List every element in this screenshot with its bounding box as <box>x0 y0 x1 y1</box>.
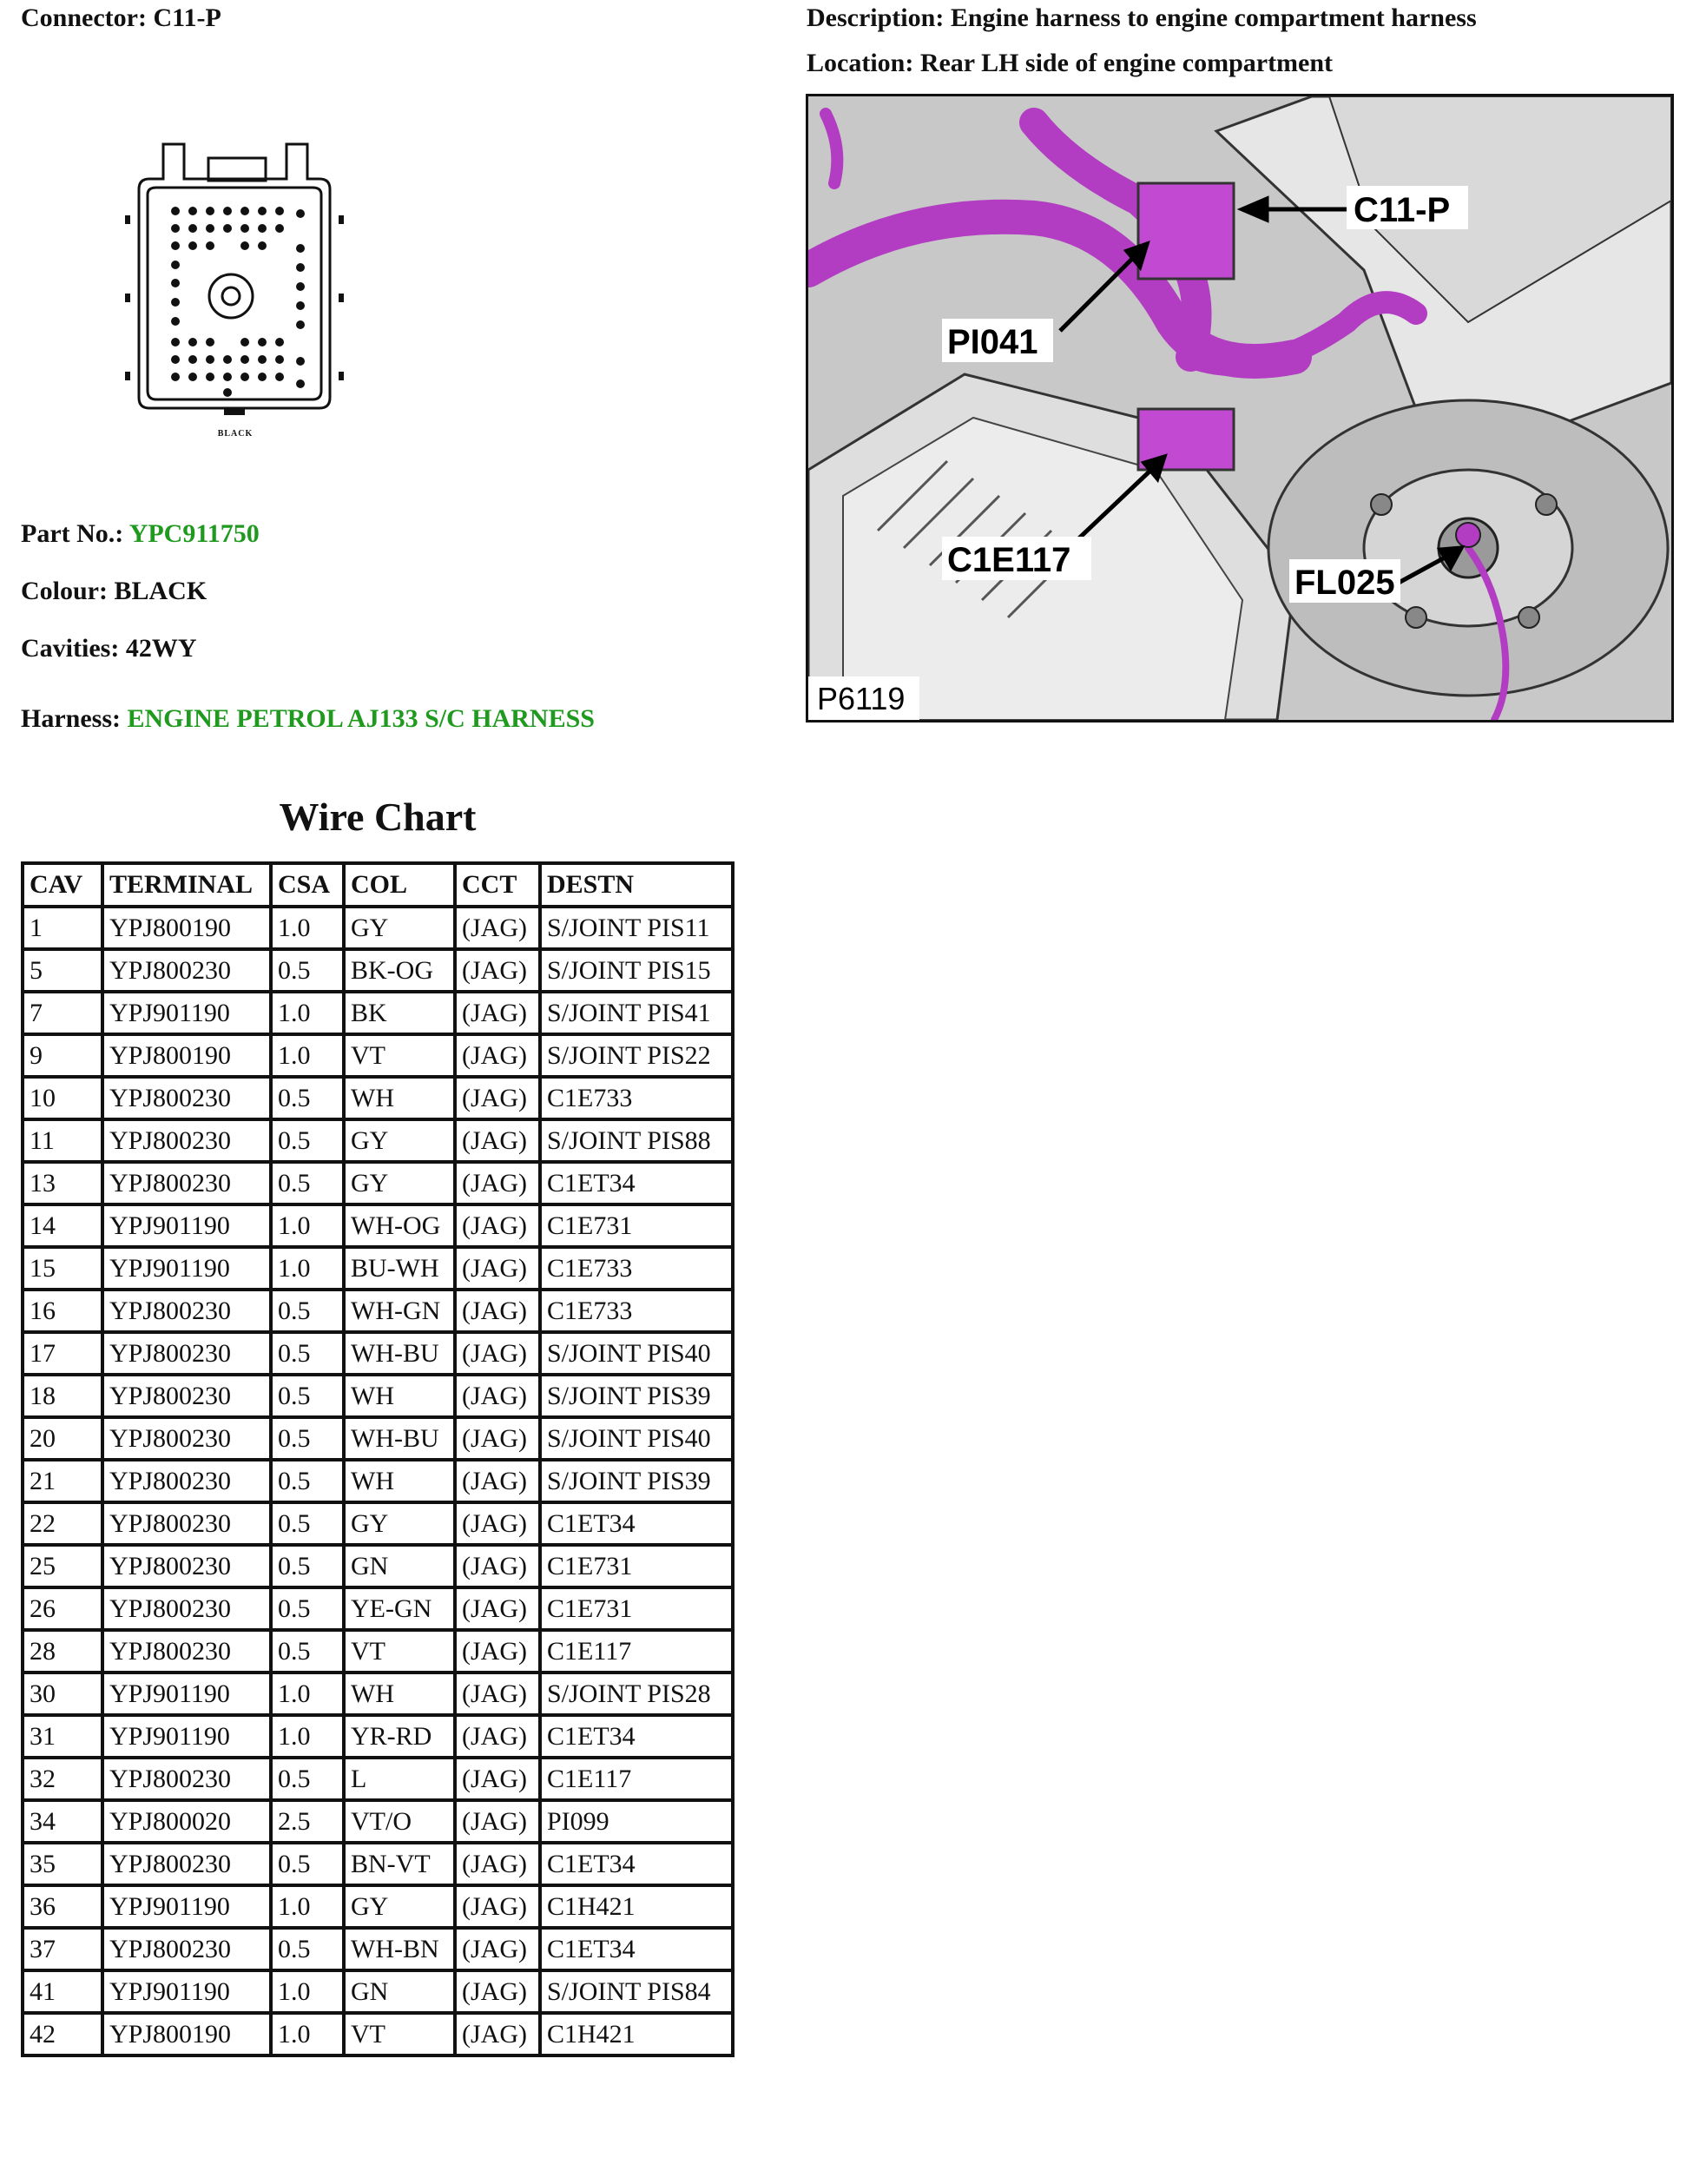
cell-csa: 1.0 <box>271 992 344 1034</box>
cell-destn: S/JOINT PIS15 <box>540 949 733 992</box>
connector-field <box>21 3 221 33</box>
cell-destn: C1ET34 <box>540 1502 733 1545</box>
cell-terminal: YPJ800230 <box>102 1502 271 1545</box>
part-no-link[interactable]: YPC911750 <box>128 519 260 548</box>
cell-cav: 20 <box>23 1417 102 1460</box>
cell-terminal: YPJ800230 <box>102 1375 271 1417</box>
cell-cav: 7 <box>23 992 102 1034</box>
cell-terminal: YPJ800230 <box>102 949 271 992</box>
cell-cct: (JAG) <box>455 1375 540 1417</box>
cell-csa: 0.5 <box>271 1843 344 1885</box>
cell-csa: 0.5 <box>271 1502 344 1545</box>
table-row <box>23 1332 733 1375</box>
cell-col: WH-BU <box>344 1332 455 1375</box>
cell-cct: (JAG) <box>455 1417 540 1460</box>
cell-destn: C1E117 <box>540 1758 733 1800</box>
cell-cav: 31 <box>23 1715 102 1758</box>
cell-cct: (JAG) <box>455 907 540 949</box>
table-row <box>23 1417 733 1460</box>
header-terminal: TERMINAL <box>102 863 271 907</box>
cell-csa: 1.0 <box>271 1673 344 1715</box>
table-row <box>23 1800 733 1843</box>
header-cav: CAV <box>23 863 102 907</box>
cell-col: GY <box>344 907 455 949</box>
cell-destn: C1E731 <box>540 1587 733 1630</box>
cell-col: GY <box>344 1162 455 1204</box>
cell-cav: 21 <box>23 1460 102 1502</box>
cell-cav: 41 <box>23 1970 102 2013</box>
callout-pi041: PI041 <box>947 323 1038 361</box>
cell-cav: 25 <box>23 1545 102 1587</box>
cell-col: BK-OG <box>344 949 455 992</box>
cell-cct: (JAG) <box>455 1545 540 1587</box>
cell-destn: S/JOINT PIS39 <box>540 1460 733 1502</box>
cell-cav: 13 <box>23 1162 102 1204</box>
location-photo <box>806 94 1674 723</box>
cell-csa: 0.5 <box>271 1332 344 1375</box>
cell-destn: C1H421 <box>540 2013 733 2055</box>
cell-cav: 15 <box>23 1247 102 1290</box>
cell-terminal: YPJ901190 <box>102 1673 271 1715</box>
cell-cav: 14 <box>23 1204 102 1247</box>
cell-cav: 9 <box>23 1034 102 1077</box>
cell-terminal: YPJ800230 <box>102 1587 271 1630</box>
cell-col: BU-WH <box>344 1247 455 1290</box>
cell-terminal: YPJ901190 <box>102 1247 271 1290</box>
cell-cct: (JAG) <box>455 1758 540 1800</box>
cell-col: WH <box>344 1673 455 1715</box>
cell-col: BK <box>344 992 455 1034</box>
table-row <box>23 1460 733 1502</box>
table-row <box>23 1162 733 1204</box>
cell-terminal: YPJ800230 <box>102 1630 271 1673</box>
cell-csa: 0.5 <box>271 1290 344 1332</box>
cell-cct: (JAG) <box>455 1885 540 1928</box>
table-row <box>23 907 733 949</box>
cell-terminal: YPJ800190 <box>102 907 271 949</box>
cell-csa: 0.5 <box>271 1162 344 1204</box>
connector-label: Connector: <box>21 3 147 32</box>
cell-col: L <box>344 1758 455 1800</box>
cell-destn: PI099 <box>540 1800 733 1843</box>
cell-cav: 28 <box>23 1630 102 1673</box>
table-row <box>23 1247 733 1290</box>
cell-destn: C1E733 <box>540 1290 733 1332</box>
header-col: COL <box>344 863 455 907</box>
cell-terminal: YPJ800020 <box>102 1800 271 1843</box>
location-label: Location: <box>807 49 914 77</box>
cell-cct: (JAG) <box>455 1928 540 1970</box>
table-row <box>23 992 733 1034</box>
cell-destn: C1ET34 <box>540 1715 733 1758</box>
cell-destn: S/JOINT PIS28 <box>540 1673 733 1715</box>
cell-col: WH-GN <box>344 1290 455 1332</box>
callout-c1e117: C1E117 <box>947 541 1071 579</box>
cell-csa: 0.5 <box>271 1077 344 1119</box>
cell-cct: (JAG) <box>455 1587 540 1630</box>
colour-label: Colour: <box>21 577 108 605</box>
cell-destn: C1E731 <box>540 1545 733 1587</box>
table-row <box>23 1673 733 1715</box>
table-row <box>23 949 733 992</box>
cell-col: GY <box>344 1885 455 1928</box>
connector-value: C11-P <box>153 3 221 32</box>
cell-terminal: YPJ800230 <box>102 1928 271 1970</box>
cell-cct: (JAG) <box>455 2013 540 2055</box>
cell-col: GY <box>344 1502 455 1545</box>
header-cct: CCT <box>455 863 540 907</box>
cell-cav: 22 <box>23 1502 102 1545</box>
cell-terminal: YPJ800230 <box>102 1545 271 1587</box>
cell-terminal: YPJ800230 <box>102 1162 271 1204</box>
cell-col: BN-VT <box>344 1843 455 1885</box>
cell-cav: 37 <box>23 1928 102 1970</box>
cell-cct: (JAG) <box>455 1119 540 1162</box>
table-row <box>23 1545 733 1587</box>
cell-csa: 0.5 <box>271 1460 344 1502</box>
harness-link[interactable]: ENGINE PETROL AJ133 S/C HARNESS <box>127 704 595 733</box>
cell-csa: 0.5 <box>271 1758 344 1800</box>
cell-destn: C1E733 <box>540 1077 733 1119</box>
cell-destn: S/JOINT PIS84 <box>540 1970 733 2013</box>
table-row <box>23 1204 733 1247</box>
header-destn: DESTN <box>540 863 733 907</box>
part-no-label: Part No.: <box>21 519 124 548</box>
table-row <box>23 1630 733 1673</box>
cell-terminal: YPJ800230 <box>102 1843 271 1885</box>
cell-terminal: YPJ800190 <box>102 2013 271 2055</box>
description-field <box>807 3 1477 33</box>
cell-csa: 0.5 <box>271 1545 344 1587</box>
cavities-label: Cavities: <box>21 634 120 663</box>
cell-csa: 1.0 <box>271 1885 344 1928</box>
cell-cav: 17 <box>23 1332 102 1375</box>
cell-terminal: YPJ800230 <box>102 1332 271 1375</box>
cell-cct: (JAG) <box>455 949 540 992</box>
table-row <box>23 1928 733 1970</box>
cell-destn: C1ET34 <box>540 1162 733 1204</box>
table-row <box>23 1715 733 1758</box>
colour-value: BLACK <box>114 577 208 605</box>
cell-col: VT/O <box>344 1800 455 1843</box>
cell-col: YR-RD <box>344 1715 455 1758</box>
cell-cct: (JAG) <box>455 1162 540 1204</box>
cell-cav: 34 <box>23 1800 102 1843</box>
cell-col: VT <box>344 1034 455 1077</box>
cell-terminal: YPJ800190 <box>102 1034 271 1077</box>
pinout-caption: BLACK <box>217 429 254 439</box>
cell-csa: 2.5 <box>271 1800 344 1843</box>
cell-destn: C1E733 <box>540 1247 733 1290</box>
cell-cct: (JAG) <box>455 1502 540 1545</box>
description-label: Description: <box>807 3 945 32</box>
cell-destn: S/JOINT PIS40 <box>540 1332 733 1375</box>
table-row <box>23 1034 733 1077</box>
wire-chart-header-row <box>23 863 733 907</box>
cell-csa: 0.5 <box>271 1928 344 1970</box>
cell-col: GN <box>344 1545 455 1587</box>
cell-csa: 1.0 <box>271 1204 344 1247</box>
table-row <box>23 1587 733 1630</box>
cell-csa: 0.5 <box>271 1375 344 1417</box>
cell-csa: 0.5 <box>271 1587 344 1630</box>
cell-cav: 5 <box>23 949 102 992</box>
cell-cct: (JAG) <box>455 1800 540 1843</box>
table-row <box>23 1502 733 1545</box>
cell-destn: C1E731 <box>540 1204 733 1247</box>
table-row <box>23 1077 733 1119</box>
cell-csa: 1.0 <box>271 1715 344 1758</box>
cell-col: WH-BN <box>344 1928 455 1970</box>
wire-chart-table <box>21 861 735 2057</box>
cell-terminal: YPJ901190 <box>102 992 271 1034</box>
cell-terminal: YPJ901190 <box>102 1715 271 1758</box>
cell-destn: C1ET34 <box>540 1843 733 1885</box>
cell-terminal: YPJ901190 <box>102 1204 271 1247</box>
cell-cav: 16 <box>23 1290 102 1332</box>
cell-cav: 11 <box>23 1119 102 1162</box>
cell-col: WH-BU <box>344 1417 455 1460</box>
cell-cav: 26 <box>23 1587 102 1630</box>
cell-cct: (JAG) <box>455 1460 540 1502</box>
location-photo-svg <box>808 96 1671 720</box>
cell-col: YE-GN <box>344 1587 455 1630</box>
cell-col: WH-OG <box>344 1204 455 1247</box>
cell-destn: S/JOINT PIS11 <box>540 907 733 949</box>
cell-terminal: YPJ800230 <box>102 1119 271 1162</box>
cell-cct: (JAG) <box>455 992 540 1034</box>
table-row <box>23 1375 733 1417</box>
cell-terminal: YPJ800230 <box>102 1460 271 1502</box>
connector-face-svg <box>122 137 347 450</box>
cell-csa: 1.0 <box>271 1034 344 1077</box>
location-value: Rear LH side of engine compartment <box>919 49 1334 77</box>
table-row <box>23 1970 733 2013</box>
cell-terminal: YPJ800230 <box>102 1290 271 1332</box>
cell-cav: 10 <box>23 1077 102 1119</box>
cell-terminal: YPJ800230 <box>102 1758 271 1800</box>
part-no-field <box>21 519 260 549</box>
cell-col: GN <box>344 1970 455 2013</box>
cavities-value: 42WY <box>125 634 197 663</box>
table-row <box>23 1119 733 1162</box>
cell-col: WH <box>344 1375 455 1417</box>
harness-field <box>21 704 595 734</box>
callout-fl025: FL025 <box>1294 564 1395 602</box>
cell-destn: S/JOINT PIS39 <box>540 1375 733 1417</box>
cell-terminal: YPJ901190 <box>102 1970 271 2013</box>
cell-cav: 42 <box>23 2013 102 2055</box>
cell-destn: S/JOINT PIS22 <box>540 1034 733 1077</box>
harness-label: Harness: <box>21 704 121 733</box>
cell-csa: 1.0 <box>271 1970 344 2013</box>
table-row <box>23 1843 733 1885</box>
cell-terminal: YPJ901190 <box>102 1885 271 1928</box>
cell-destn: S/JOINT PIS41 <box>540 992 733 1034</box>
cell-csa: 1.0 <box>271 1247 344 1290</box>
cell-cct: (JAG) <box>455 1034 540 1077</box>
cell-destn: C1H421 <box>540 1885 733 1928</box>
table-row <box>23 2013 733 2055</box>
table-row <box>23 1885 733 1928</box>
cell-cct: (JAG) <box>455 1204 540 1247</box>
callout-c11p: C11-P <box>1354 191 1451 229</box>
wire-chart-body <box>23 907 733 2055</box>
location-field <box>807 49 1333 78</box>
cell-csa: 1.0 <box>271 907 344 949</box>
cell-col: VT <box>344 2013 455 2055</box>
cavities-field <box>21 634 196 663</box>
cell-cct: (JAG) <box>455 1332 540 1375</box>
table-row <box>23 1290 733 1332</box>
cell-cct: (JAG) <box>455 1970 540 2013</box>
cell-csa: 0.5 <box>271 1417 344 1460</box>
cell-col: VT <box>344 1630 455 1673</box>
table-row <box>23 1758 733 1800</box>
cell-destn: S/JOINT PIS88 <box>540 1119 733 1162</box>
cell-cav: 32 <box>23 1758 102 1800</box>
cell-cct: (JAG) <box>455 1673 540 1715</box>
header-csa: CSA <box>271 863 344 907</box>
cell-col: GY <box>344 1119 455 1162</box>
cell-csa: 1.0 <box>271 2013 344 2055</box>
cell-cct: (JAG) <box>455 1247 540 1290</box>
cell-cct: (JAG) <box>455 1290 540 1332</box>
cell-col: WH <box>344 1077 455 1119</box>
cell-csa: 0.5 <box>271 949 344 992</box>
cell-cct: (JAG) <box>455 1630 540 1673</box>
cell-cct: (JAG) <box>455 1715 540 1758</box>
cell-cav: 1 <box>23 907 102 949</box>
connector-pinout-diagram <box>122 137 347 450</box>
cell-cav: 35 <box>23 1843 102 1885</box>
cell-col: WH <box>344 1460 455 1502</box>
cell-cct: (JAG) <box>455 1077 540 1119</box>
colour-field <box>21 577 207 606</box>
cell-cav: 30 <box>23 1673 102 1715</box>
cell-csa: 0.5 <box>271 1119 344 1162</box>
cell-terminal: YPJ800230 <box>102 1417 271 1460</box>
cell-destn: C1E117 <box>540 1630 733 1673</box>
cell-cav: 18 <box>23 1375 102 1417</box>
cell-csa: 0.5 <box>271 1630 344 1673</box>
cell-cav: 36 <box>23 1885 102 1928</box>
cell-destn: C1ET34 <box>540 1928 733 1970</box>
description-value: Engine harness to engine compartment harness <box>950 3 1477 32</box>
photo-ref-label: P6119 <box>817 681 906 716</box>
wire-chart-title: Wire Chart <box>279 795 477 839</box>
cell-terminal: YPJ800230 <box>102 1077 271 1119</box>
cell-destn: S/JOINT PIS40 <box>540 1417 733 1460</box>
cell-cct: (JAG) <box>455 1843 540 1885</box>
